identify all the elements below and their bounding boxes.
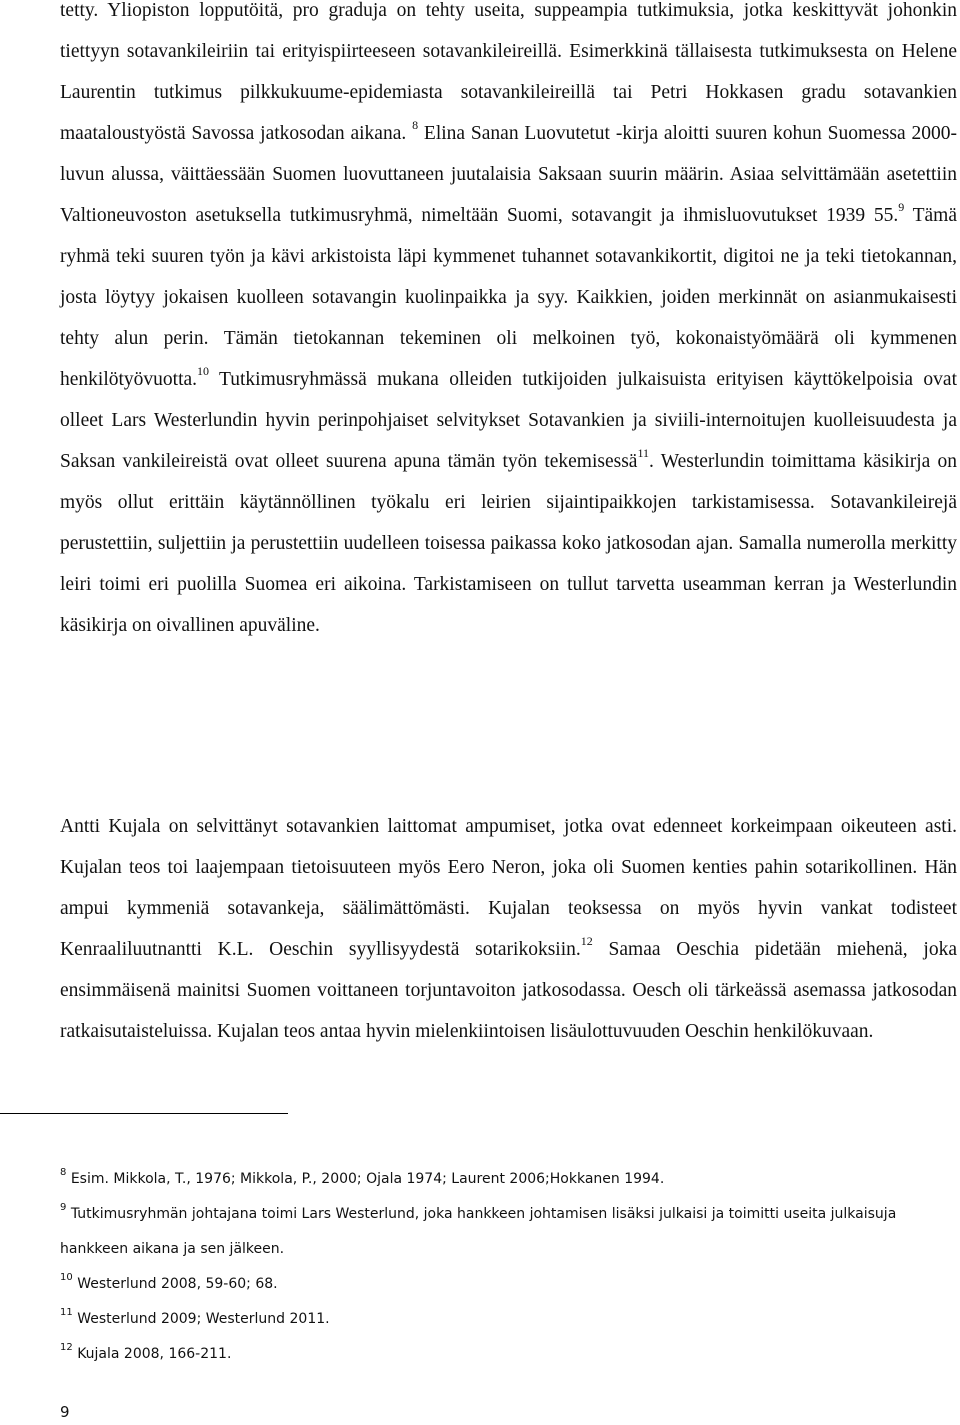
footnote-number: 12 bbox=[60, 1342, 73, 1354]
footnote bbox=[60, 1302, 950, 1337]
footnote bbox=[60, 1197, 950, 1267]
footnote-text: Tutkimusryhmän johtajana toimi Lars Westerlund, joka hankkeen johtamisen lisäksi julkaisi ja toimitti useita julkaisuja hankkeen aikana ja sen jälkeen. bbox=[60, 1206, 897, 1257]
footnote-text: Westerlund 2008, 59-60; 68. bbox=[77, 1276, 278, 1292]
footnote-reference[interactable]: 10 bbox=[197, 363, 210, 378]
footnote-reference[interactable]: 9 bbox=[898, 199, 905, 214]
paragraph-text: Antti Kujala on selvittänyt sotavankien laittomat ampumiset, jotka ovat edenneet korkeimpaan oikeuteen asti. Kujalan teos toi laajempaan tietoisuuteen myös Eero Neron, joka oli Suomen kenties pahin sotarikollinen. Hän ampui kymmeniä sotavankeja, säälimättömästi. Kujalan teoksessa on myös hyvin vankat todisteet Kenraaliluutnantti K.L. Oeschin syyllisyydestä sotarikoksiin. bbox=[60, 816, 957, 960]
footnote-text: Kujala 2008, 166-211. bbox=[77, 1346, 232, 1362]
footnote-text: Esim. Mikkola, T., 1976; Mikkola, P., 2000; Ojala 1974; Laurent 2006;Hokkanen 1994. bbox=[70, 1171, 665, 1187]
footnote-number: 9 bbox=[60, 1202, 67, 1214]
body-paragraph bbox=[60, 806, 957, 1052]
paragraph-text: Tutkimusryhmässä mukana olleiden tutkijoiden julkaisuista erityisen käyttökelpoisia ovat olleet Lars Westerlundin hyvin perinpohjaiset selvitykset Sotavankien ja siviili-internoitujen kuolleisuudesta ja Saksan vankileireistä ovat olleet suurena apuna tämän työn tekemisessä bbox=[60, 369, 957, 472]
footnote-separator bbox=[0, 1113, 288, 1114]
paragraph-text: tetty. Yliopiston lopputöitä, pro graduja on tehty useita, suppeampia tutkimuksia, jotka keskittyvät johonkin tiettyyn sotavankileiriin tai erityispiirteeseen sotavankileireillä. Esimerkkinä tällaisesta tutkimuksesta on Helene Laurentin tutkimus pilkkukuume-epidemiasta sotavankileireillä tai Petri Hokkasen gradu sotavankien maataloustyöstä Savossa jatkosodan aikana. bbox=[60, 0, 957, 144]
body-paragraph bbox=[60, 0, 957, 646]
footnote-text: Westerlund 2009; Westerlund 2011. bbox=[77, 1311, 330, 1327]
paragraph-text: . Westerlundin toimittama käsikirja on myös ollut erittäin käytännöllinen työkalu eri leirien sijaintipaikkojen tarkistamisessa. Sotavankileirejä perustettiin, suljettiin ja perustettiin uudelleen toisessa paikassa koko jatkosodan ajan. Samalla numerolla merkitty leiri toimi eri puolilla Suomea eri aikoina. Tarkistamiseen on tullut tarvetta useamman kerran ja Westerlundin käsikirja on oivallinen apuväline. bbox=[60, 451, 957, 636]
footnote bbox=[60, 1162, 950, 1197]
footnote-number: 10 bbox=[60, 1272, 73, 1284]
paragraph-text: Elina Sanan Luovutetut -kirja aloitti suuren kohun Suomessa 2000-luvun alussa, väittäessään Suomen luovuttaneen juutalaisia Saksaan suurin määrin. Asiaa selvittämään asetettiin Valtioneuvoston asetuksella tutkimusryhmä, nimeltään Suomi, sotavangit ja ihmisluovutukset 1939 55. bbox=[60, 123, 957, 226]
footnote-reference[interactable]: 12 bbox=[580, 933, 593, 948]
footnote-reference[interactable]: 11 bbox=[637, 445, 650, 460]
footnote-number: 11 bbox=[60, 1307, 73, 1319]
footnote-reference[interactable]: 8 bbox=[412, 117, 419, 132]
footnote bbox=[60, 1267, 950, 1302]
footnote bbox=[60, 1337, 950, 1372]
paragraph-text: Tämä ryhmä teki suuren työn ja kävi arkistoista läpi kymmenet tuhannet sotavankikortit, digitoi ne ja teki tietokannan, josta löytyy jokaisen kuolleen sotavangin kuolinpaikka ja syy. Kaikkien, joiden merkinnät on asianmukaisesti tehty alun perin. Tämän tietokannan tekeminen oli melkoinen työ, kokonaistyömäärä oli kymmenen henkilötyövuotta. bbox=[60, 205, 957, 390]
page-number: 9 bbox=[60, 1403, 70, 1421]
footnote-number: 8 bbox=[60, 1167, 67, 1179]
footnotes-section bbox=[60, 1162, 950, 1372]
paragraph-text: Samaa Oeschia pidetään miehenä, joka ensimmäisenä mainitsi Suomen voittaneen torjuntavoiton jatkosodassa. Oesch oli tärkeässä asemassa jatkosodan ratkaisutaisteluissa. Kujalan teos antaa hyvin mielenkiintoisen lisäulottuvuuden Oeschin henkilökuvaan. bbox=[60, 939, 957, 1042]
